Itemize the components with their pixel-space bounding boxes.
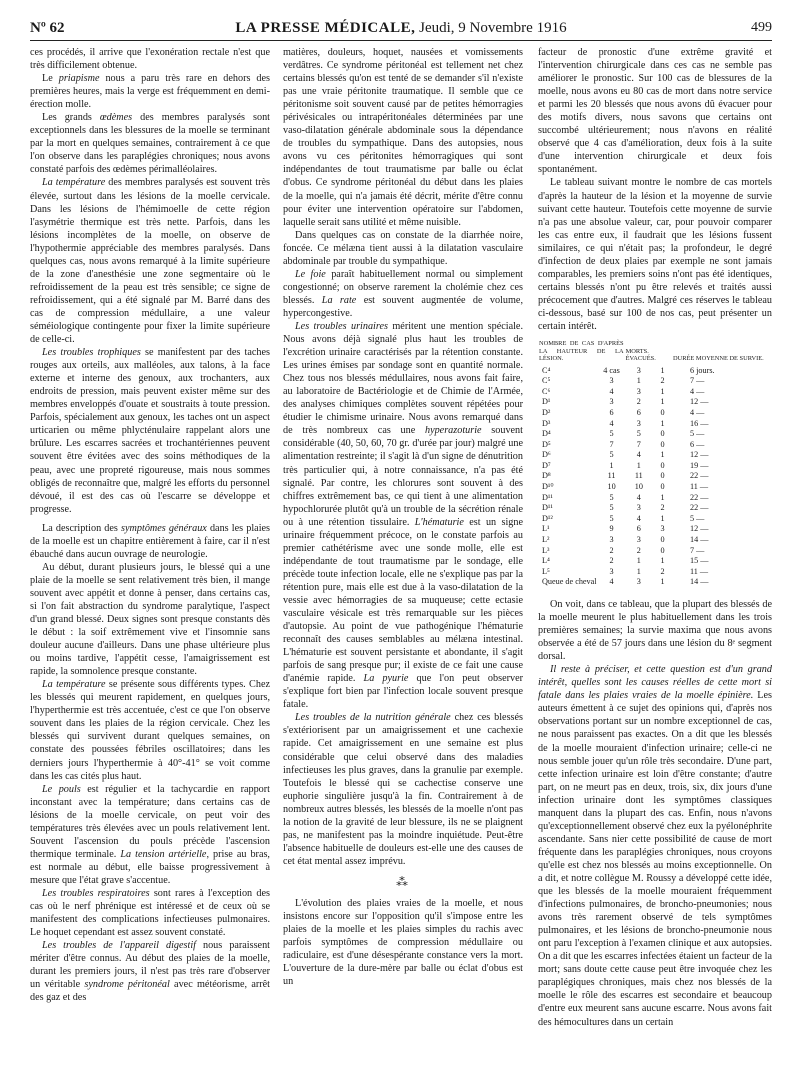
deaths: 7 <box>636 439 641 449</box>
table-row <box>538 397 772 408</box>
deaths: 2 <box>636 545 641 555</box>
deaths: 11 <box>634 471 643 481</box>
case-count: 2 <box>609 556 614 566</box>
paragraph <box>283 46 523 229</box>
text-run: des membres paralysés sont exceptionnels dans les blessures de la moelle se terminant par la mort en quelques semaines, contrairement à ce que l'on observe dans les paraplégies chroniques; nous avons constaté parfois des œdèmes périmalléolaires. <box>30 112 270 176</box>
paragraph <box>283 711 523 868</box>
italic-text: Les troubles de la nutrition générale <box>295 712 451 724</box>
mean-survival: 14 — <box>690 535 709 545</box>
evacuated: 0 <box>660 471 665 481</box>
mean-survival: 5 — <box>690 513 705 523</box>
case-count: 3 <box>609 397 614 407</box>
text-run: est un signe urinaire fréquemment précoce, on le constate parfois au premier cathétérisme avec une sonde molle, elle est indépendante de tout traumatisme par le sondage, elle précède toute infection locale, elle ne s'explique pas par la rétention pure, mais elle est due à la vaso-dilatation de la vessie avec hémorragies de sa muqueuse; cette ectasie vasculaire vésicale est très remarquable sur les pièces d'autopsie. Au point de vue pathogénique l'hématurie reconnaît des causes semblables au mélæna intestinal. L'hématurie est souvent persistante et abondante, il s'agit parfois de sang presque pur; il existe de ce fait une cause d'anémie rapide. <box>283 516 523 685</box>
paragraph <box>30 522 270 561</box>
mean-survival: 22 — <box>690 503 709 513</box>
text-run: est souvent augmentée de volume, hypercongestive. <box>283 294 523 319</box>
case-count: 2 <box>609 545 614 555</box>
case-count: 7 <box>609 439 614 449</box>
table-row <box>538 577 772 588</box>
paragraph <box>538 598 772 663</box>
cases-table <box>538 339 772 588</box>
deaths: 6 <box>636 524 641 534</box>
table-row <box>538 408 772 419</box>
text-run: méritent une mention spéciale. Nous avons déjà signalé plus haut les troubles de l'excrétion urinaire caractérisés par la rétention constante. Les urines émises par sondage sont en quantité normale. Chez tous nos blessés médullaires, nous avons fait faire, au laboratoire de Bactériologie et de Chimie de l'Armée, des analyses chimiques complètes souvent répétées pour étudier le chimisme urinaire. Nous avons remarqué dans de très nombreux cas une <box>283 320 523 437</box>
case-count: 6 <box>609 407 614 417</box>
italic-text: Les troubles de l'appareil digestif <box>42 940 196 952</box>
lesion-level: L³ <box>542 545 550 555</box>
evacuated: 0 <box>660 535 665 545</box>
italic-text: Le pouls <box>42 783 81 795</box>
column-1 <box>30 46 270 1072</box>
table-row <box>538 450 772 461</box>
text-run: avec météorisme, arrêt des gaz et des <box>30 979 270 1004</box>
evacuated: 0 <box>660 545 665 555</box>
case-count: 3 <box>609 566 614 576</box>
text-run: nous paraissent mériter d'être connus. Au début des plaies de la moelle, durant les premiers jours, il n'est pas très rare d'observer un véritable <box>30 940 270 991</box>
text-run: Les grands <box>42 112 100 124</box>
lesion-level: L⁵ <box>542 566 550 576</box>
italic-text: symptômes généraux <box>121 522 207 534</box>
text-run: que l'on peut observer s'explique fort bien par l'infection locale souvent presque fatale. <box>283 673 523 711</box>
table-row <box>538 482 772 493</box>
paragraph <box>30 887 270 939</box>
paragraph <box>538 46 772 176</box>
column-2 <box>283 46 523 1072</box>
text-run: chez ces blessés s'extériorisent par un amaigrissement et une cachexie rapide. Cet amaigrissement en une semaine est plus considérable que celui observé dans des maladies infectieuses les plus graves, dans la granulie par exemple. Toutefois le blessé qui se cachectise conserve une euphorie singulière jusqu'à la fin. Contrairement à de nombreux autres blessés, les blessés de la moelle n'ont pas la notion de la gravité de leur blessure, ils ne se plaignent pas, ne manifestent pas la moindre inquiétude. Peut-être l'absence habituelle de douleurs est-elle une des causes de cet état mental assez imprévu. <box>283 712 523 867</box>
lesion-level: D⁷ <box>542 460 551 470</box>
lesion-level: D² <box>542 407 551 417</box>
evacuated: 2 <box>660 566 665 576</box>
text-run: est régulier et la tachycardie en rapport inconstant avec la température; dans certains cas de lésions de la moelle cervicale, on peut voir des températures très élevées avec un pouls relativement lent. Souvent l'ascension du pouls précède l'ascension thermique terminale. <box>30 783 270 860</box>
text-run: ces procédés, il arrive que l'exonération rectale n'est que très difficilement obtenue. <box>30 47 270 72</box>
lesion-level: D¹ <box>542 397 551 407</box>
paragraph <box>538 663 772 1028</box>
text-run: paraît habituellement normal ou simplement congestionné; on observe rarement la cholémie chez ces blessés. <box>283 268 523 306</box>
table-row <box>538 524 772 535</box>
case-count: 10 <box>607 482 616 492</box>
paragraph <box>30 783 270 887</box>
paragraph <box>30 46 270 72</box>
deaths: 3 <box>636 535 641 545</box>
paragraph <box>30 176 270 346</box>
table-row <box>538 493 772 504</box>
paragraph <box>30 72 270 111</box>
deaths: 3 <box>636 577 641 587</box>
evacuated: 0 <box>660 439 665 449</box>
lesion-level: Queue de cheval <box>542 577 597 587</box>
table-row <box>538 535 772 546</box>
case-count: 5 <box>609 450 614 460</box>
column-3 <box>538 46 772 1072</box>
header-rule <box>30 40 772 41</box>
cases-table-header <box>538 339 772 366</box>
case-count: 3 <box>609 376 614 386</box>
deaths: 3 <box>636 418 641 428</box>
evacuated: 1 <box>660 397 665 407</box>
text-run: nous a paru très rare en dehors des premières heures, mais la verge est fréquemment en demi-érection molle. <box>30 73 270 111</box>
column-3-intro <box>538 46 772 333</box>
deaths: 1 <box>636 376 641 386</box>
table-row <box>538 419 772 430</box>
text-run: L'évolution des plaies vraies de la moelle, et nous insistons encore sur l'opposition qu'il s'impose entre les plaies de la moelle et les plaies simples du rachis avec parfois symptômes de compression médullaire ou radiculaire, est d'une désespérante constance vers la mort. L'ouverture de la dure-mère par balle ou éclat d'obus est un <box>283 898 523 988</box>
deaths: 3 <box>636 365 641 375</box>
table-row <box>538 440 772 451</box>
col-header-survival: DURÉE MOYENNE DE SURVIE. <box>673 355 764 363</box>
deaths: 4 <box>636 450 641 460</box>
italic-text: La température <box>42 679 106 691</box>
publication-date: Jeudi, 9 Novembre 1916 <box>415 20 567 36</box>
text-run: La description des <box>42 522 122 534</box>
case-count: 5 <box>609 492 614 502</box>
paragraph <box>283 320 523 711</box>
case-count: 3 <box>609 535 614 545</box>
deaths: 10 <box>634 482 643 492</box>
lesion-level: D¹¹ <box>542 503 553 513</box>
case-count: 5 <box>609 513 614 523</box>
paragraph <box>30 939 270 1004</box>
text-run: sont rares à l'exception des cas où le nerf phrénique est intéressé et de ceux où se manifestent des complications infectieuses pulmonaires. Le hoquet cependant est assez souvent constaté. <box>30 888 270 939</box>
evacuated: 1 <box>660 418 665 428</box>
evacuated: 2 <box>660 376 665 386</box>
text-run: On voit, dans ce tableau, que la plupart des blessés de la moelle meurent le plus habituellement dans les trois premières semaines; la survie maxima que nous avons observée a été de 57 jours dans une lésion du 8ᵉ segment dorsal. <box>538 599 772 663</box>
col-header-outcomes: MORTS. ÉVACUÉS. <box>625 347 656 363</box>
paragraph <box>30 561 270 678</box>
evacuated: 1 <box>660 450 665 460</box>
deaths: 2 <box>636 397 641 407</box>
table-row <box>538 387 772 398</box>
italic-text: L'hématurie <box>414 516 464 528</box>
italic-text: Les troubles trophiques <box>42 347 141 359</box>
text-run: Dans quelques cas on constate de la diarrhée noire, foncée. Ce mélæna tient aussi à la dilatation vasculaire abdominale par trouble du sympathique. <box>283 229 523 267</box>
mean-survival: 11 — <box>690 566 709 576</box>
italic-text: Les troubles urinaires <box>295 320 388 332</box>
case-count: 9 <box>609 524 614 534</box>
journal-name: LA PRESSE MÉDICALE, <box>235 20 416 36</box>
deaths: 1 <box>636 556 641 566</box>
text-run: Les auteurs émettent à ce sujet des opinions qui, d'après nos observations portant sur un nombre exceptionnel de cas, ne nous paraissent pas exactes. On a dit que les blessés de la moelle mouraient d'infection urinaire; celle-ci ne nous semble jouer qu'un rôle très secondaire. D'une part, cette infection urinaire est loin d'être constante; d'autre part, on ne meurt pas en deux, trois, six, dix jours d'une infection urinaire dont les symptômes classiques manquent dans la plupart des cas. Enfin, nous n'avons qu'exceptionnellement observé chez eux la pyélonéphrite ascendante. Sans nier cette possibilité de cause de mort fréquente dans les paraplégies chroniques, nous croyons qu'elle est chez nos blessés au moins exceptionnelle. On a dit, et notre collègue M. Roussy a développé cette idée, que les blessés de la moelle mouraient fréquemment d'infections pulmonaires, de broncho-pneumonies; nous avons très rarement observé de tels symptômes pulmonaires, et les lésions de broncho-pneumonie nous ont paru l'exception à l'examen clinique et aux autopsies. On a dit que les escarres infectées étaient un facteur de la mort; sans doute cette cause peut être invoquée chez les paraplégiques chroniques, mais chez nos blessés de la moelle le rôle des escarres est secondaire et beaucoup d'entre eux meurent sans aucune escarre. Nous avons fait des hémocultures dans un certain <box>538 690 772 1028</box>
evacuated: 0 <box>660 482 665 492</box>
lesion-level: D⁴ <box>542 429 551 439</box>
evacuated: 0 <box>660 407 665 417</box>
section-separator: ⁂ <box>396 874 410 889</box>
paragraph <box>30 678 270 782</box>
text-run: facteur de pronostic d'une extrême gravité et l'intervention chirurgicale dans ces cas ne semble pas améliorer le pronostic. Sur 100 cas de blessures de la moelle, nous avons eu 80 cas de mort dans notre service et parmi les 20 blessés que nous avons dû évacuer pour des motifs divers, nous savons que certains ont succombé ultérieurement; nous n'avons en réalité observé que 4 cas d'amélioration, deux fois à la suite d'une intervention chirurgicale et deux fois spontanément. <box>538 47 772 176</box>
italic-text: œdèmes <box>99 112 133 124</box>
paragraph <box>283 268 523 320</box>
evacuated: 1 <box>660 577 665 587</box>
mean-survival: 11 — <box>690 482 709 492</box>
lesion-level: D¹² <box>542 513 553 523</box>
deaths: 1 <box>636 460 641 470</box>
evacuated: 3 <box>660 524 665 534</box>
table-row <box>538 461 772 472</box>
journal-title <box>30 20 772 37</box>
paragraph <box>283 229 523 268</box>
col-header-cases: NOMBRE DE CAS D'APRÈS LA HAUTEUR DE LA LÉSION. <box>539 340 624 363</box>
evacuated: 1 <box>660 365 665 375</box>
mean-survival: 12 — <box>690 397 709 407</box>
italic-text: Il reste à préciser, et cette question est d'un grand intérêt, quelles sont les causes réelles de cette mort si fatale dans les plaies vraies de la moelle épinière. <box>538 664 772 702</box>
case-count: 4 cas <box>603 365 620 375</box>
issue-number: Nº 62 <box>30 20 65 36</box>
evacuated: 1 <box>660 513 665 523</box>
mean-survival: 5 — <box>690 429 705 439</box>
italic-text: La température <box>42 177 106 189</box>
deaths: 4 <box>636 513 641 523</box>
paragraph <box>283 897 523 988</box>
lesion-level: C⁶ <box>542 386 551 396</box>
mean-survival: 6 jours. <box>690 365 715 375</box>
evacuated: 0 <box>660 429 665 439</box>
lesion-level: L⁴ <box>542 556 550 566</box>
page-header <box>30 14 772 40</box>
text-run: des membres paralysés est souvent très élevée, surtout dans les lésions de la moelle cervicale. Dans les lésions de l'hémimoelle de cette région l'asymétrie thermique est très nette. Parfois, dans les lésions incomplètes de la moelle, on observe de l'hypothermie appréciable des membres paralysés. Dans quelques cas, nous avons remarqué à la limite supérieure de la zone d'anesthésie une zone segmentaire où le refroidissement de la peau est très sensible; ce signe de refroidissement, qui a été signalé par M. Barré dans des cas de compression médullaire, a une valeur séméiologique contingente pour fixer la limite supérieure de celle-ci. <box>30 177 270 346</box>
table-row <box>538 471 772 482</box>
evacuated: 0 <box>660 460 665 470</box>
mean-survival: 22 — <box>690 471 709 481</box>
text-run: souvent considérable (40, 50, 60, 70 gr. d'urée par jour) malgré une alimentation restreinte; il s'agit là d'un signe de dénutrition très particulier qui, à notre connaissance, n'a pas été signalé. Par contre, les chlorures sont souvent à des chiffres extrêmement bas, ce qui tient à une alimentation hypochlorurée plutôt qu'à un trouble de la sécrétion rénale ou à une rétention tissulaire. <box>283 425 523 528</box>
deaths: 3 <box>636 503 641 513</box>
mean-survival: 7 — <box>690 376 705 386</box>
lesion-level: D⁶ <box>542 450 551 460</box>
italic-text: syndrome péritonéal <box>84 979 170 991</box>
text-run: , prise au bras, est normale au début, elle baisse progressivement à mesure que l'état grave s'accentue. <box>30 848 270 886</box>
lesion-level: D¹⁰ <box>542 482 554 492</box>
case-count: 5 <box>609 429 614 439</box>
text-run: se manifestent par des taches rouges aux orteils, aux malléoles, aux talons, à la face externe et interne des genoux, aux trochanters, aux endroits de pression, mais peuvent exister même sur des membres enveloppés d'ouate et soustraits à toute pression. Parfois, spécialement aux genoux, les taches ont un aspect urticarien ou même phlycténulaire rappelant alors une brûlure. Les escarres sacrées et trochantériennes peuvent souvent être évitées avec des soins méthodiques de la peau, avec une propreté rigoureuse, mais nous sommes obligés de reconnaître que, malgré les efforts du personnel dévoué, il est des cas où l'escarre se développe et progresse. <box>30 347 270 515</box>
lesion-level: L¹ <box>542 524 550 534</box>
evacuated: 1 <box>660 556 665 566</box>
lesion-level: D⁵ <box>542 439 551 449</box>
mean-survival: 4 — <box>690 407 705 417</box>
deaths: 5 <box>636 429 641 439</box>
case-count: 11 <box>607 471 616 481</box>
mean-survival: 12 — <box>690 524 709 534</box>
deaths: 4 <box>636 492 641 502</box>
italic-text: priapisme <box>58 73 100 85</box>
italic-text: La tension artérielle <box>120 848 207 860</box>
table-row <box>538 366 772 377</box>
column-3-discussion <box>538 598 772 1029</box>
case-count: 4 <box>609 418 614 428</box>
page-number: 499 <box>751 20 772 35</box>
lesion-level: D¹¹ <box>542 492 553 502</box>
case-count: 1 <box>609 460 614 470</box>
text-run: se présente sous différents types. Chez les blessés qui meurent rapidement, en quelques jours, l'hyperthermie est très accentuée, c'est ce que l'on observe souvent dans les plaies de la région cervicale. Chez les blessés qui survivent durant quelques semaines, on constate des poussées fébriles oscillatoires; dans les derniers jours l'hyperthermie à 40°-41° se voit comme dans les cas cités plus haut. <box>30 679 270 782</box>
mean-survival: 15 — <box>690 556 709 566</box>
table-row <box>538 546 772 557</box>
mean-survival: 12 — <box>690 450 709 460</box>
table-row <box>538 376 772 387</box>
text-run: dans les plaies de la moelle est un chapitre entièrement à faire, car il n'est ébauché dans aucun ouvrage de neurologie. <box>30 522 270 560</box>
deaths: 3 <box>636 386 641 396</box>
table-row <box>538 503 772 514</box>
deaths: 1 <box>636 566 641 576</box>
italic-text: hyperazoturie <box>424 425 482 437</box>
text-run: Le <box>42 73 59 85</box>
text-run: Le tableau suivant montre le nombre de cas mortels d'après la hauteur de la lésion et la moyenne de survie suivant cette hauteur. Toutefois cette moyenne de survie n'a pas une absolue valeur, car, pour pouvoir comparer les cas entre eux, il faudrait que les lésions fussent similaires, ce qui n'était pas; la profondeur, le degré d'infection de deux plaies par exemple ne sont jamais comparables, les premiers soins n'ont pas été identiques, certains blessés n'ont pu être relevés et traités aussi précocement que d'autres. Malgré ces réserves le tableau ci-dessous, basé sur 100 de nos cas, peut présenter un certain intérêt. <box>538 177 772 332</box>
case-count: 5 <box>609 503 614 513</box>
mean-survival: 4 — <box>690 386 705 396</box>
case-count: 4 <box>609 577 614 587</box>
italic-text: La pyurie <box>363 673 409 685</box>
italic-text: Les troubles respiratoires <box>42 888 150 899</box>
table-row <box>538 514 772 525</box>
evacuated: 1 <box>660 492 665 502</box>
lesion-level: L² <box>542 535 550 545</box>
mean-survival: 22 — <box>690 492 709 502</box>
table-row <box>538 567 772 578</box>
italic-text: Le foie <box>295 268 326 280</box>
paragraph <box>30 346 270 516</box>
paragraph <box>538 176 772 333</box>
mean-survival: 16 — <box>690 418 709 428</box>
mean-survival: 7 — <box>690 545 705 555</box>
mean-survival: 14 — <box>690 577 709 587</box>
lesion-level: C⁵ <box>542 376 551 386</box>
lesion-level: D⁸ <box>542 471 551 481</box>
mean-survival: 6 — <box>690 439 705 449</box>
mean-survival: 19 — <box>690 460 709 470</box>
text-run: Au début, durant plusieurs jours, le blessé qui a une plaie de la moelle se sent relativement très bien, il mange souvent avec appétit et donne à penser, dans certains cas, si l'on fait abstraction du syndrome paralytique, l'aspect d'un grand blessé. Deux signes sont presque constants dès le début : la soif extrêmement vive et l'insomnie sans douleur aucune d'ailleurs. Dans une phase ultérieure plus ou moins tardive, l'appétit cesse, l'amaigrissement est rapide, la somnolence presque constante. <box>30 561 270 678</box>
lesion-level: C⁴ <box>542 365 551 375</box>
lesion-level: D³ <box>542 418 551 428</box>
paragraph <box>30 111 270 176</box>
table-row <box>538 556 772 567</box>
text-run: matières, douleurs, hoquet, nausées et vomissements verdâtres. Ce syndrome péritonéal est tellement net chez certains blessés qu'on est tenté de se demander s'il n'existe pas une vraie péritonite traumatique. Il semble que ce péritonisme soit souvent causé par de petites hémorragies périvésicales ou intrapéritonéales déterminées par une vaso-dilatation générale abdominale sous la dépendance de troubles du sympathique. Dans des autopsies, nous avons vu ces péritonites hémorragiques qui sont indépendantes de tout traumatisme par balle ou éclat d'obus. Ce syndrome péritonéal du début dans les plaies de la moelle, qui n'a jamais été décrit, mérite d'être connu pour éviter une intervention opératoire sur l'abdomen, laquelle serait sans utilité et même nuisible. <box>283 47 523 228</box>
italic-text: La rate <box>321 294 357 306</box>
case-count: 4 <box>609 386 614 396</box>
evacuated: 1 <box>660 386 665 396</box>
table-row <box>538 429 772 440</box>
evacuated: 2 <box>660 503 665 513</box>
deaths: 6 <box>636 407 641 417</box>
